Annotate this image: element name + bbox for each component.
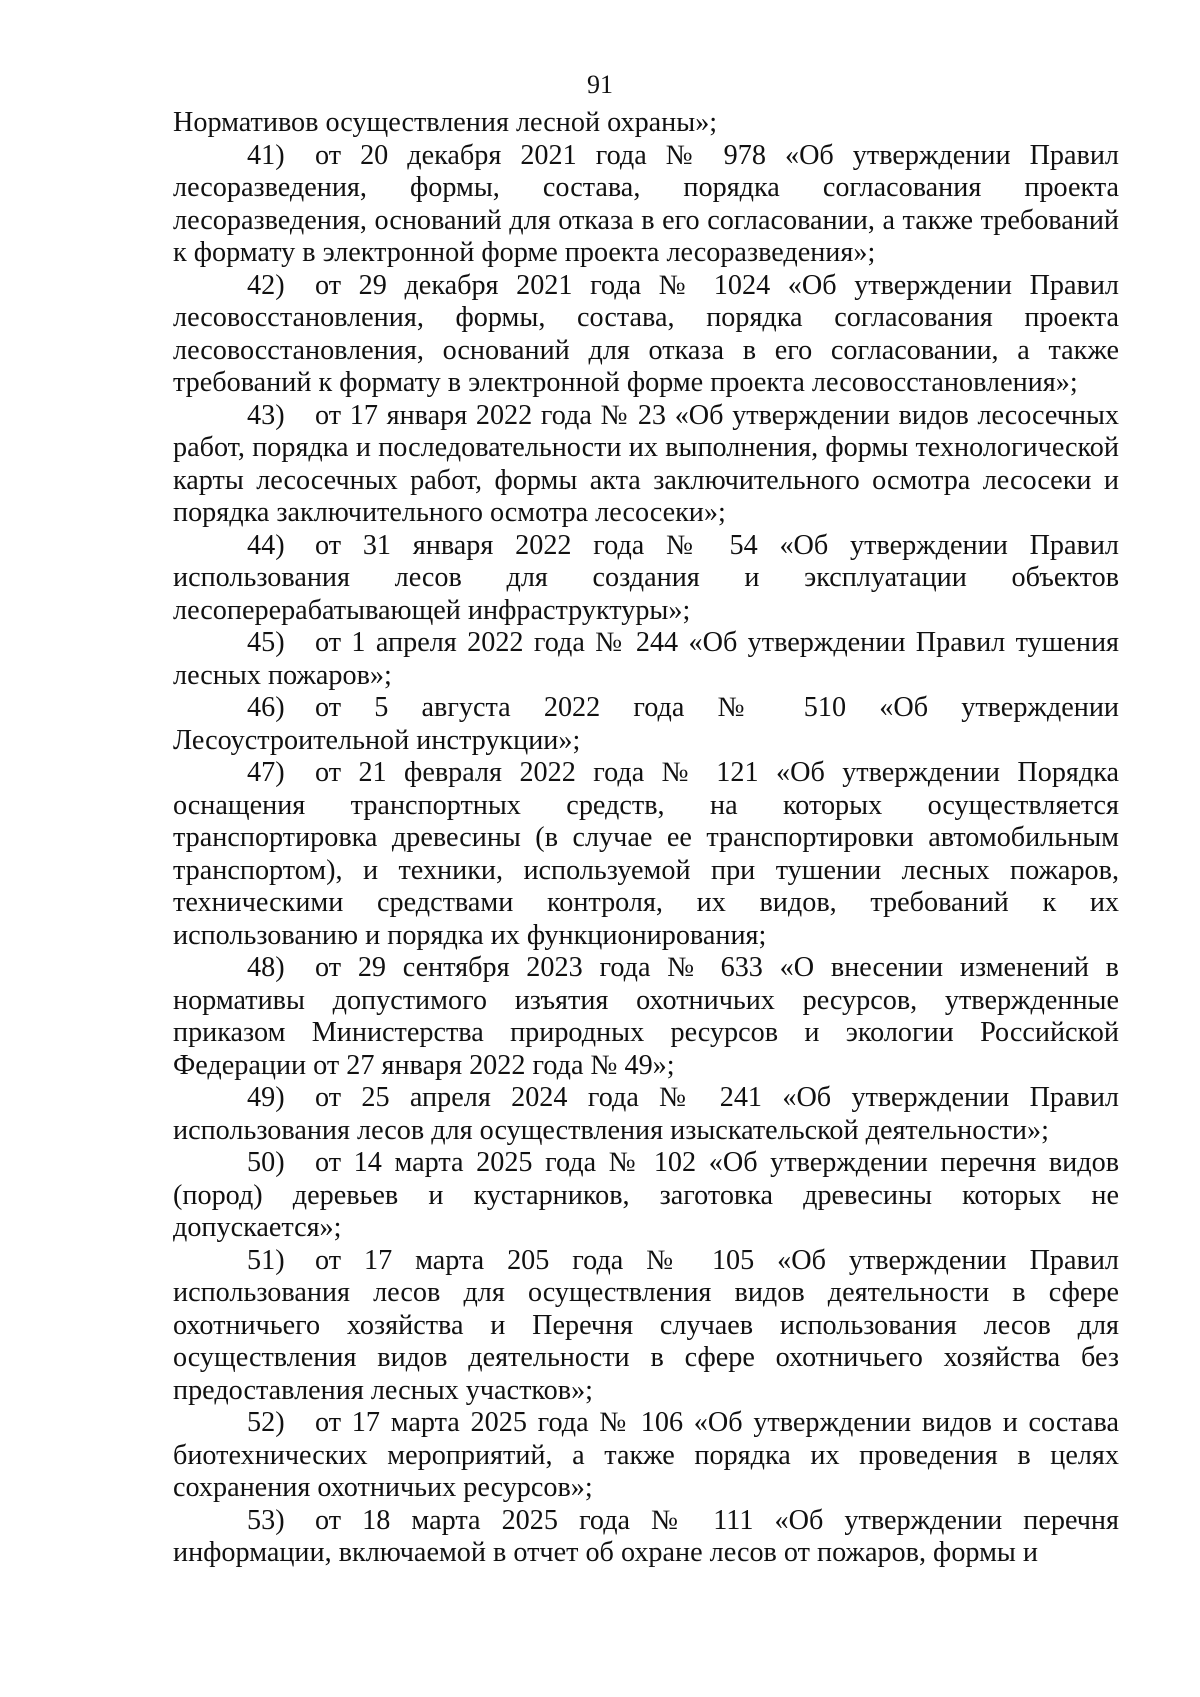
list-item [173, 270, 1119, 400]
list-item [173, 1147, 1119, 1245]
item-number: 45) [247, 627, 285, 658]
list-items [173, 140, 1119, 1570]
continuation-paragraph: Нормативов осуществления лесной охраны»; [173, 107, 718, 138]
item-number: 51) [247, 1244, 285, 1276]
item-number: 53) [247, 1504, 285, 1536]
document-body [173, 107, 1119, 1570]
list-item [173, 952, 1119, 1082]
page-number: 91 [587, 70, 613, 99]
item-text: от 29 сентября 2023 года № 633 «О внесении изменений в нормативы допустимого изъятия охотничьих ресурсов, утвержденные приказом Министерства природных ресурсов и экологии Российской Федерации от 27 января 2022 года № 49»; [173, 952, 1119, 1081]
list-item [173, 627, 1119, 692]
item-text: от 31 января 2022 года № 54 «Об утверждении Правил использования лесов для создания и эксплуатации объектов лесоперерабатывающей инфраструктуры»; [173, 529, 1119, 626]
item-number: 49) [247, 1082, 285, 1113]
item-number: 44) [247, 529, 285, 561]
item-number: 42) [247, 269, 285, 301]
item-text: от 1 апреля 2022 года № 244 «Об утверждении Правил тушения лесных пожаров»; [173, 627, 1119, 691]
list-item [173, 400, 1119, 530]
item-text: от 17 марта 2025 года № 106 «Об утверждении видов и состава биотехнических мероприятий, а также порядка их проведения в целях сохранения охотничьих ресурсов»; [173, 1407, 1119, 1503]
item-text: от 17 января 2022 года № 23 «Об утверждении видов лесосечных работ, порядка и последовательности их выполнения, формы технологической карты лесосечных работ, формы акта заключительного осмотра лесосеки и порядка заключительного осмотра лесосеки»; [173, 399, 1119, 528]
list-item [173, 1407, 1119, 1505]
item-text: от 5 августа 2022 года № 510 «Об утверждении Лесоустроительной инструкции»; [173, 692, 1119, 756]
item-number: 47) [247, 757, 285, 788]
item-number: 46) [247, 692, 285, 723]
list-item [173, 757, 1119, 952]
item-text: от 18 марта 2025 года № 111 «Об утверждении перечня информации, включаемой в отчет об охране лесов от пожаров, формы и [173, 1504, 1119, 1568]
list-item [173, 692, 1119, 757]
item-text: от 21 февраля 2022 года № 121 «Об утверждении Порядка оснащения транспортных средств, на которых осуществляется транспортировка древесины (в случае ее транспортировки автомобильным транспортом), и техники, используемой при тушении лесных пожаров, техническими средствами контроля, их видов, требований к их использованию и порядка их функционирования; [173, 757, 1119, 951]
item-number: 48) [247, 952, 285, 983]
list-item [173, 530, 1119, 628]
item-text: от 20 декабря 2021 года № 978 «Об утверждении Правил лесоразведения, формы, состава, порядка согласования проекта лесоразведения, оснований для отказа в его согласовании, а также требований к формату в электронной форме проекта лесоразведения»; [173, 139, 1119, 268]
item-text: от 14 марта 2025 года № 102 «Об утверждении перечня видов (пород) деревьев и кустарников, заготовка древесины которых не допускается»; [173, 1147, 1119, 1243]
item-number: 52) [247, 1407, 285, 1438]
item-text: от 25 апреля 2024 года № 241 «Об утверждении Правил использования лесов для осуществления изыскательской деятельности»; [173, 1082, 1119, 1146]
list-item [173, 1505, 1119, 1570]
list-item [173, 1082, 1119, 1147]
item-text: от 29 декабря 2021 года № 1024 «Об утверждении Правил лесовосстановления, формы, состава, порядка согласования проекта лесовосстановления, оснований для отказа в его согласовании, а также требований к формату в электронной форме проекта лесовосстановления»; [173, 269, 1119, 398]
list-item [173, 140, 1119, 270]
item-number: 50) [247, 1147, 285, 1178]
item-number: 43) [247, 399, 285, 431]
item-text: от 17 марта 205 года № 105 «Об утверждении Правил использования лесов для осуществления видов деятельности в сфере охотничьего хозяйства и Перечня случаев использования лесов для осуществления видов деятельности в сфере охотничьего хозяйства без предоставления лесных участков»; [173, 1244, 1119, 1406]
list-item [173, 1245, 1119, 1408]
item-number: 41) [247, 139, 285, 171]
